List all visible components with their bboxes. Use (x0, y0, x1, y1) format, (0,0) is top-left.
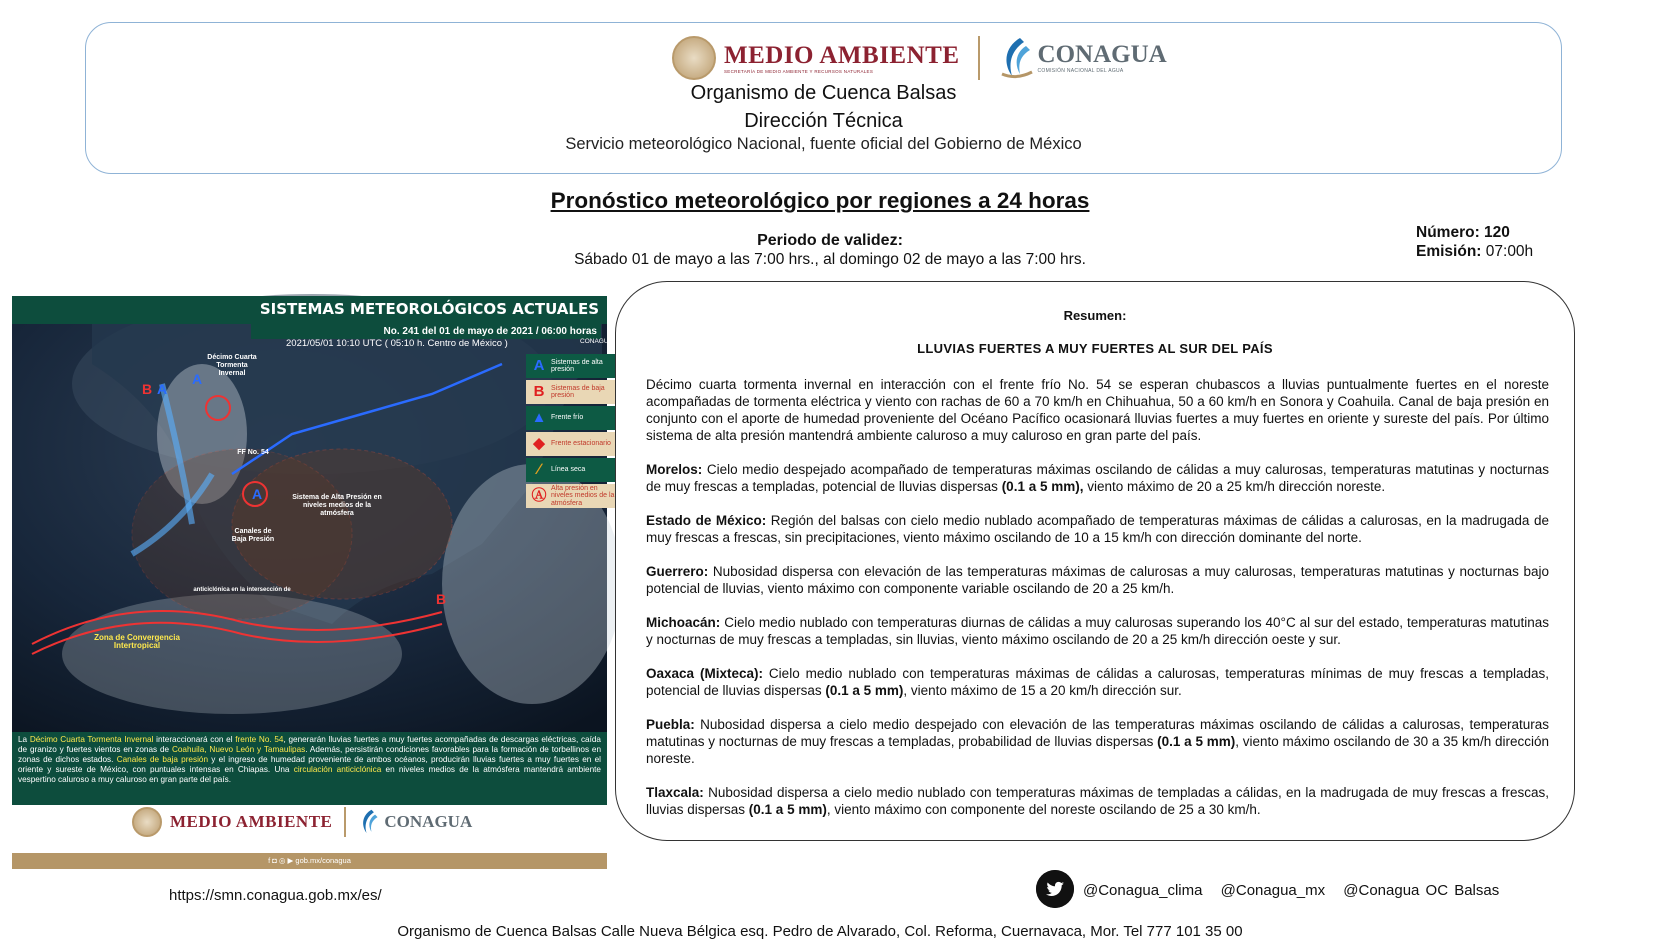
legend-label: Línea seca (551, 466, 586, 474)
header-logos (672, 31, 1167, 85)
map-footer-bar (12, 853, 607, 869)
region-text: Cielo medio nublado con temperaturas diurnas de cálidas a muy calurosas superando los 40°C al sur del estado, temperaturas matutinas y nocturnas de muy frescas a templadas, sin lluvias, viento máximo oscilando de 20 a 25 km/h dirección oeste y sur. (646, 615, 1549, 647)
description-text: , generarán lluvias fuertes a muy fuertes acompañadas de descargas eléctricas, caída de granizo y fuertes vientos en zonas de (18, 735, 601, 754)
map-label-low-channel: Canales de Baja Presión (231, 528, 275, 543)
weather-map-card (12, 296, 615, 865)
region-name: Tlaxcala: (646, 785, 704, 800)
map-legend (526, 354, 617, 510)
region-text: , viento máximo de 15 a 20 km/h dirección sur. (903, 683, 1182, 698)
organism-name: Organismo de Cuenca Balsas (690, 82, 957, 104)
social-handles (1083, 882, 1511, 899)
legend-item (526, 484, 617, 508)
legend-item (526, 432, 617, 456)
region-text: , viento máximo oscilando de 30 a 35 km/h dirección noreste. (646, 734, 1549, 766)
social-icons: f ◘ ◎ ▶ (268, 856, 294, 865)
legend-item (526, 406, 617, 430)
legend-label: Alta presión en niveles medios de la atmósfera (551, 484, 615, 507)
emission-value: 07:00h (1485, 243, 1534, 260)
legend-symbol-icon: A (533, 357, 545, 375)
map-stamp-logo: CONAGUA (580, 338, 613, 345)
social-handle[interactable]: @Conagua_mx (1220, 882, 1326, 899)
twitter-icon[interactable] (1036, 870, 1074, 908)
legend-symbol-icon: B (533, 383, 545, 401)
map-footer-url: gob.mx/conagua (295, 856, 351, 865)
description-text: y el ingreso de humedad proveniente de ambos océanos, producirán lluvias fuertes a muy fuertes en el oriente y sureste de México, con puntuales intensas en Chiapas. Una (18, 755, 601, 774)
region-name: Morelos: (646, 462, 703, 477)
region-name: Guerrero: (646, 564, 709, 579)
conagua-sub: COMISIÓN NACIONAL DEL AGUA (1037, 68, 1124, 74)
region-rain-amount: (0.1 a 5 mm) (1157, 734, 1236, 749)
region-rain-amount: (0.1 a 5 mm) (748, 802, 827, 817)
legend-symbol-icon: ▲ (531, 409, 547, 427)
region-text: Nubosidad dispersa a cielo medio nublado con temperaturas máximas de templadas a cálidas, en la madrugada de muy frescas a frescas, lluvias dispersas (646, 785, 1549, 817)
region-forecast (646, 784, 1549, 818)
number-label: Número: (1416, 224, 1480, 241)
map-label-itcz: Zona de Convergencia Intertropical (94, 633, 180, 650)
svg-text:A: A (192, 371, 203, 387)
legend-symbol-icon: ∕ (537, 461, 541, 479)
description-highlight: Décimo Cuarta Tormenta Invernal (29, 735, 154, 744)
legend-label: Frente frío (551, 414, 584, 422)
description-highlight: frente No. 54 (235, 735, 284, 744)
region-forecast (646, 461, 1549, 495)
satellite-map-image (12, 324, 607, 732)
region-name: Estado de México: (646, 513, 767, 528)
issue-info (1416, 223, 1533, 261)
map-footer (12, 805, 607, 869)
header-box (85, 22, 1562, 174)
description-text: interaccionará con el (153, 735, 236, 744)
region-forecast (646, 512, 1549, 546)
conagua-wave-icon (998, 36, 1034, 80)
summary-body (646, 376, 1549, 835)
medio-ambiente-sub: SECRETARÍA DE MEDIO AMBIENTE Y RECURSOS NATURALES (724, 68, 874, 74)
social-handle[interactable]: @Conagua OC Balsas (1343, 882, 1500, 899)
region-rain-amount: (0.1 a 5 mm), (1001, 479, 1084, 494)
description-text: en niveles medios de la atmósfera mantendrá ambiente vespertino caluroso a muy caluroso en gran parte del país. (18, 765, 601, 784)
map-label-storm: Décimo Cuarta Tormenta Invernal (207, 354, 257, 377)
logo-divider (978, 36, 980, 80)
map-medio-ambiente-logo: MEDIO AMBIENTE (170, 812, 333, 831)
map-description (12, 732, 607, 805)
region-list (646, 461, 1549, 818)
region-text: , viento máximo con componente del noreste oscilando de 25 a 30 km/h. (826, 802, 1261, 817)
region-name: Puebla: (646, 717, 695, 732)
mexico-seal-icon (672, 36, 716, 80)
legend-item (526, 458, 617, 482)
map-label-high: Sistema de Alta Presión en niveles medios de la atmósfera (292, 494, 382, 517)
mexico-seal-small-icon (132, 807, 162, 837)
smn-link[interactable]: https://smn.conagua.gob.mx/es/ (169, 887, 382, 904)
service-description: Servicio meteorológico Nacional, fuente oficial del Gobierno de México (565, 135, 1082, 153)
summary-label: Resumen: (1063, 308, 1127, 323)
svg-text:B: B (436, 591, 447, 607)
summary-headline: LLUVIAS FUERTES A MUY FUERTES AL SUR DEL PAÍS (917, 341, 1273, 356)
legend-label: Sistemas de alta presión (551, 358, 603, 373)
description-text: . Además, persistirán condiciones favorables para la formación de torbellinos en zonas de dichos estados. (18, 745, 601, 764)
svg-text:A: A (157, 381, 168, 397)
region-text: Cielo medio despejado acompañado de temperaturas máximas oscilando de cálidas a muy calurosas, temperaturas matutinas y nocturnas de muy frescas a templadas, potencial de lluvias dispersas (646, 462, 1549, 494)
region-forecast (646, 563, 1549, 597)
description-highlight: circulación anticiclónica (293, 765, 382, 774)
region-forecast (646, 614, 1549, 648)
map-label-intersection: anticiclónica en la intersección de (193, 587, 291, 593)
direction-name: Dirección Técnica (744, 110, 903, 132)
summary-intro: Décimo cuarta tormenta invernal en interacción con el frente frío No. 54 se esperan chubascos a lluvias puntualmente fuertes en el noreste acompañadas de tormenta eléctrica y viento con rachas de 60 a 70 km/h en Chihuahua, 50 a 60 km/h en Sonora y Coahuila. Canal de baja presión en conjunto con el aporte de humedad proveniente del Océano Pacífico ocasionará lluvias fuertes a muy fuertes en oriente y sureste del país. Por último sistema de alta presión mantendrá ambiente caluroso a muy caluroso en gran parte del país. (646, 377, 1549, 443)
svg-text:B: B (142, 381, 153, 397)
map-label-front: FF No. 54 (237, 449, 269, 456)
legend-label: Frente estacionario (551, 440, 611, 448)
region-text: Nubosidad dispersa a cielo medio despejado con elevación de las temperaturas máximas oscilando de cálidas a calurosas, temperaturas matutinas y nocturnas de muy frescas a templadas, probabilidad de lluvias dispersas (646, 717, 1549, 749)
region-name: Michoacán: (646, 615, 721, 630)
description-highlight: Canales de baja presión (116, 755, 208, 764)
conagua-logo: CONAGUA (1037, 41, 1167, 68)
region-text: Región del balsas con cielo medio nublado acompañado de temperaturas máximas de cálidas a calurosas, en la madrugada de muy frescas a frescas, sin precipitaciones, viento máximo oscilando de 10 a 15 km/h con dirección dominante del norte. (646, 513, 1549, 545)
validity-text: Sábado 01 de mayo a las 7:00 hrs., al domingo 02 de mayo a las 7:00 hrs. (574, 251, 1086, 268)
conagua-wave-small-icon (358, 807, 380, 837)
region-text: Nubosidad dispersa con elevación de las temperaturas máximas de calurosas a muy calurosas, temperaturas matutinas y nocturnas bajo potencial de lluvias, viento máximo con componente variable oscilando de 20 a 25 km/h. (646, 564, 1549, 596)
region-forecast (646, 665, 1549, 699)
legend-item (526, 380, 617, 404)
region-text: viento máximo de 20 a 25 km/h dirección noreste. (1083, 479, 1386, 494)
region-name: Oaxaca (Mixteca): (646, 666, 763, 681)
legend-item (526, 354, 617, 378)
map-conagua-logo: CONAGUA (384, 812, 473, 831)
map-subheading: No. 241 del 01 de mayo de 2021 / 06:00 horas (251, 324, 601, 339)
description-text: La (18, 735, 30, 744)
region-rain-amount: (0.1 a 5 mm) (825, 683, 904, 698)
map-heading: SISTEMAS METEOROLÓGICOS ACTUALES (259, 300, 599, 318)
summary-box (615, 281, 1575, 841)
legend-symbol-icon: ◆ (533, 435, 545, 453)
legend-label: Sistemas de baja presión (551, 384, 605, 399)
validity-label: Periodo de validez: (757, 232, 903, 249)
region-text: Cielo medio nublado con temperaturas máximas de cálidas a calurosas, temperaturas mínimas de muy frescas a templadas, potencial de lluvias dispersas (646, 666, 1549, 698)
region-forecast (646, 716, 1549, 767)
medio-ambiente-logo: MEDIO AMBIENTE (724, 41, 960, 69)
number-value: 120 (1484, 224, 1510, 241)
footer-address: Organismo de Cuenca Balsas Calle Nueva Bélgica esq. Pedro de Alvarado, Col. Reforma, Cuernavaca, Mor. Tel 777 101 35 00 (397, 923, 1243, 940)
svg-text:A: A (252, 486, 263, 502)
map-timestamp: 2021/05/01 10:10 UTC ( 05:10 h. Centro de México ) (286, 338, 508, 349)
map-header (12, 296, 607, 324)
description-highlight: Coahuila, Nuevo León y Tamaulipas (171, 745, 306, 754)
legend-symbol-icon: Ⓐ (531, 487, 547, 505)
page-title: Pronóstico meteorológico por regiones a 24 horas (550, 188, 1090, 213)
emission-label: Emisión: (1416, 243, 1482, 260)
social-handle[interactable]: @Conagua_clima (1083, 882, 1203, 899)
